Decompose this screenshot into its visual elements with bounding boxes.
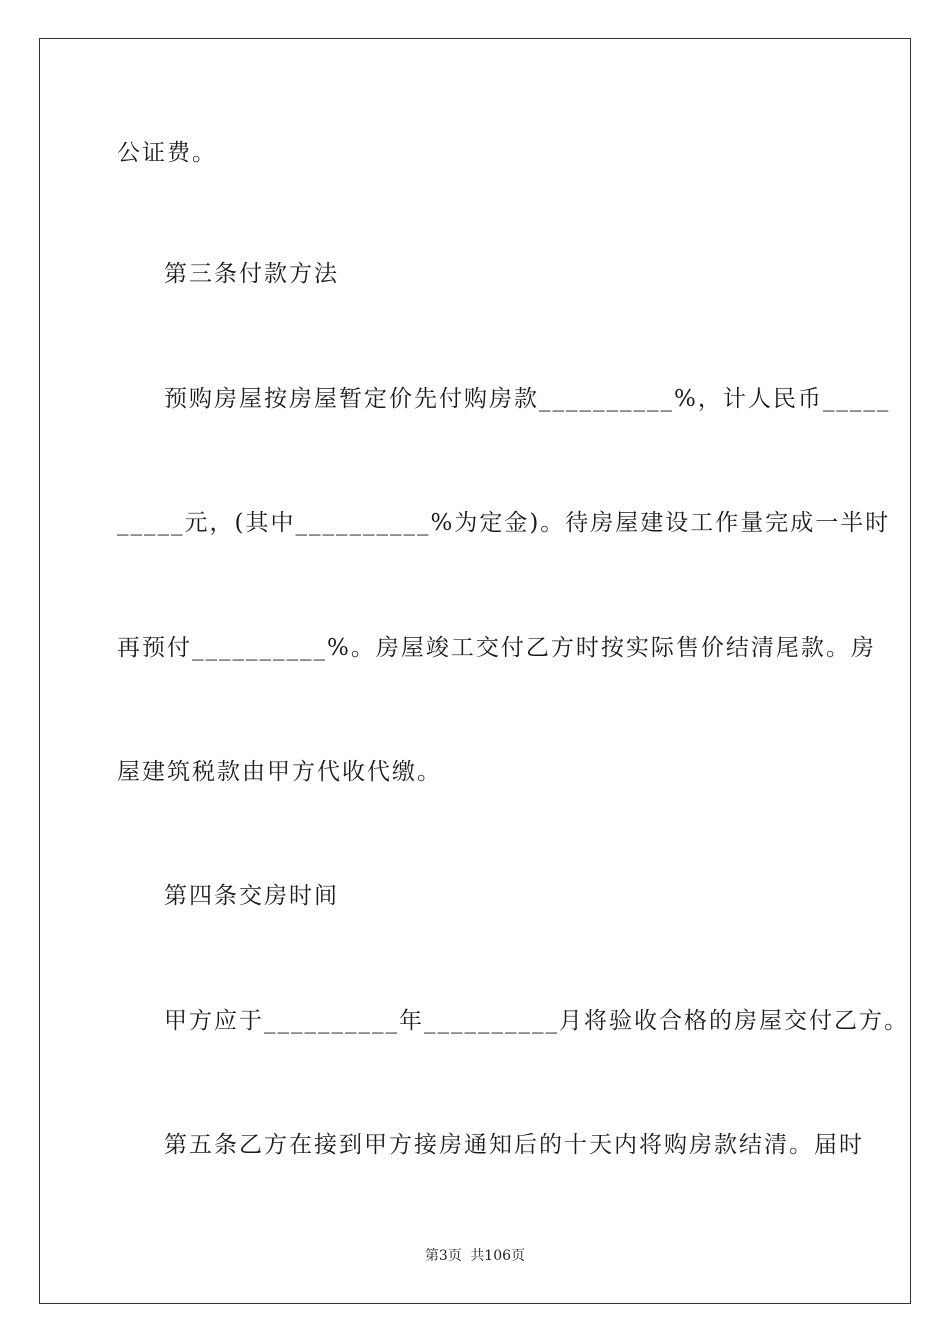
section-heading-payment: 第三条付款方法: [164, 261, 339, 287]
text-line-9: 第五条乙方在接到甲方接房通知后的十天内将购房款结清。届时: [164, 1132, 864, 1158]
text-line-1: 公证费。: [117, 140, 217, 166]
text-line-4: _____元，(其中__________%为定金)。待房屋建设工作量完成一半时: [117, 510, 891, 536]
page-footer: [0, 1246, 950, 1266]
text-line-3: 预购房屋按房屋暂定价先付购房款__________%，计人民币_____: [164, 386, 891, 412]
section-heading-delivery: 第四条交房时间: [164, 883, 339, 909]
page-total: 共106页: [470, 1248, 526, 1264]
text-line-5: 再预付__________%。房屋竣工交付乙方时按实际售价结清尾款。房: [117, 635, 876, 661]
page-border: [39, 38, 911, 1304]
text-line-8: 甲方应于__________年__________月将验收合格的房屋交付乙方。: [164, 1008, 909, 1034]
text-line-6: 屋建筑税款由甲方代收代缴。: [117, 759, 442, 785]
page-number: 第3页: [424, 1248, 462, 1264]
